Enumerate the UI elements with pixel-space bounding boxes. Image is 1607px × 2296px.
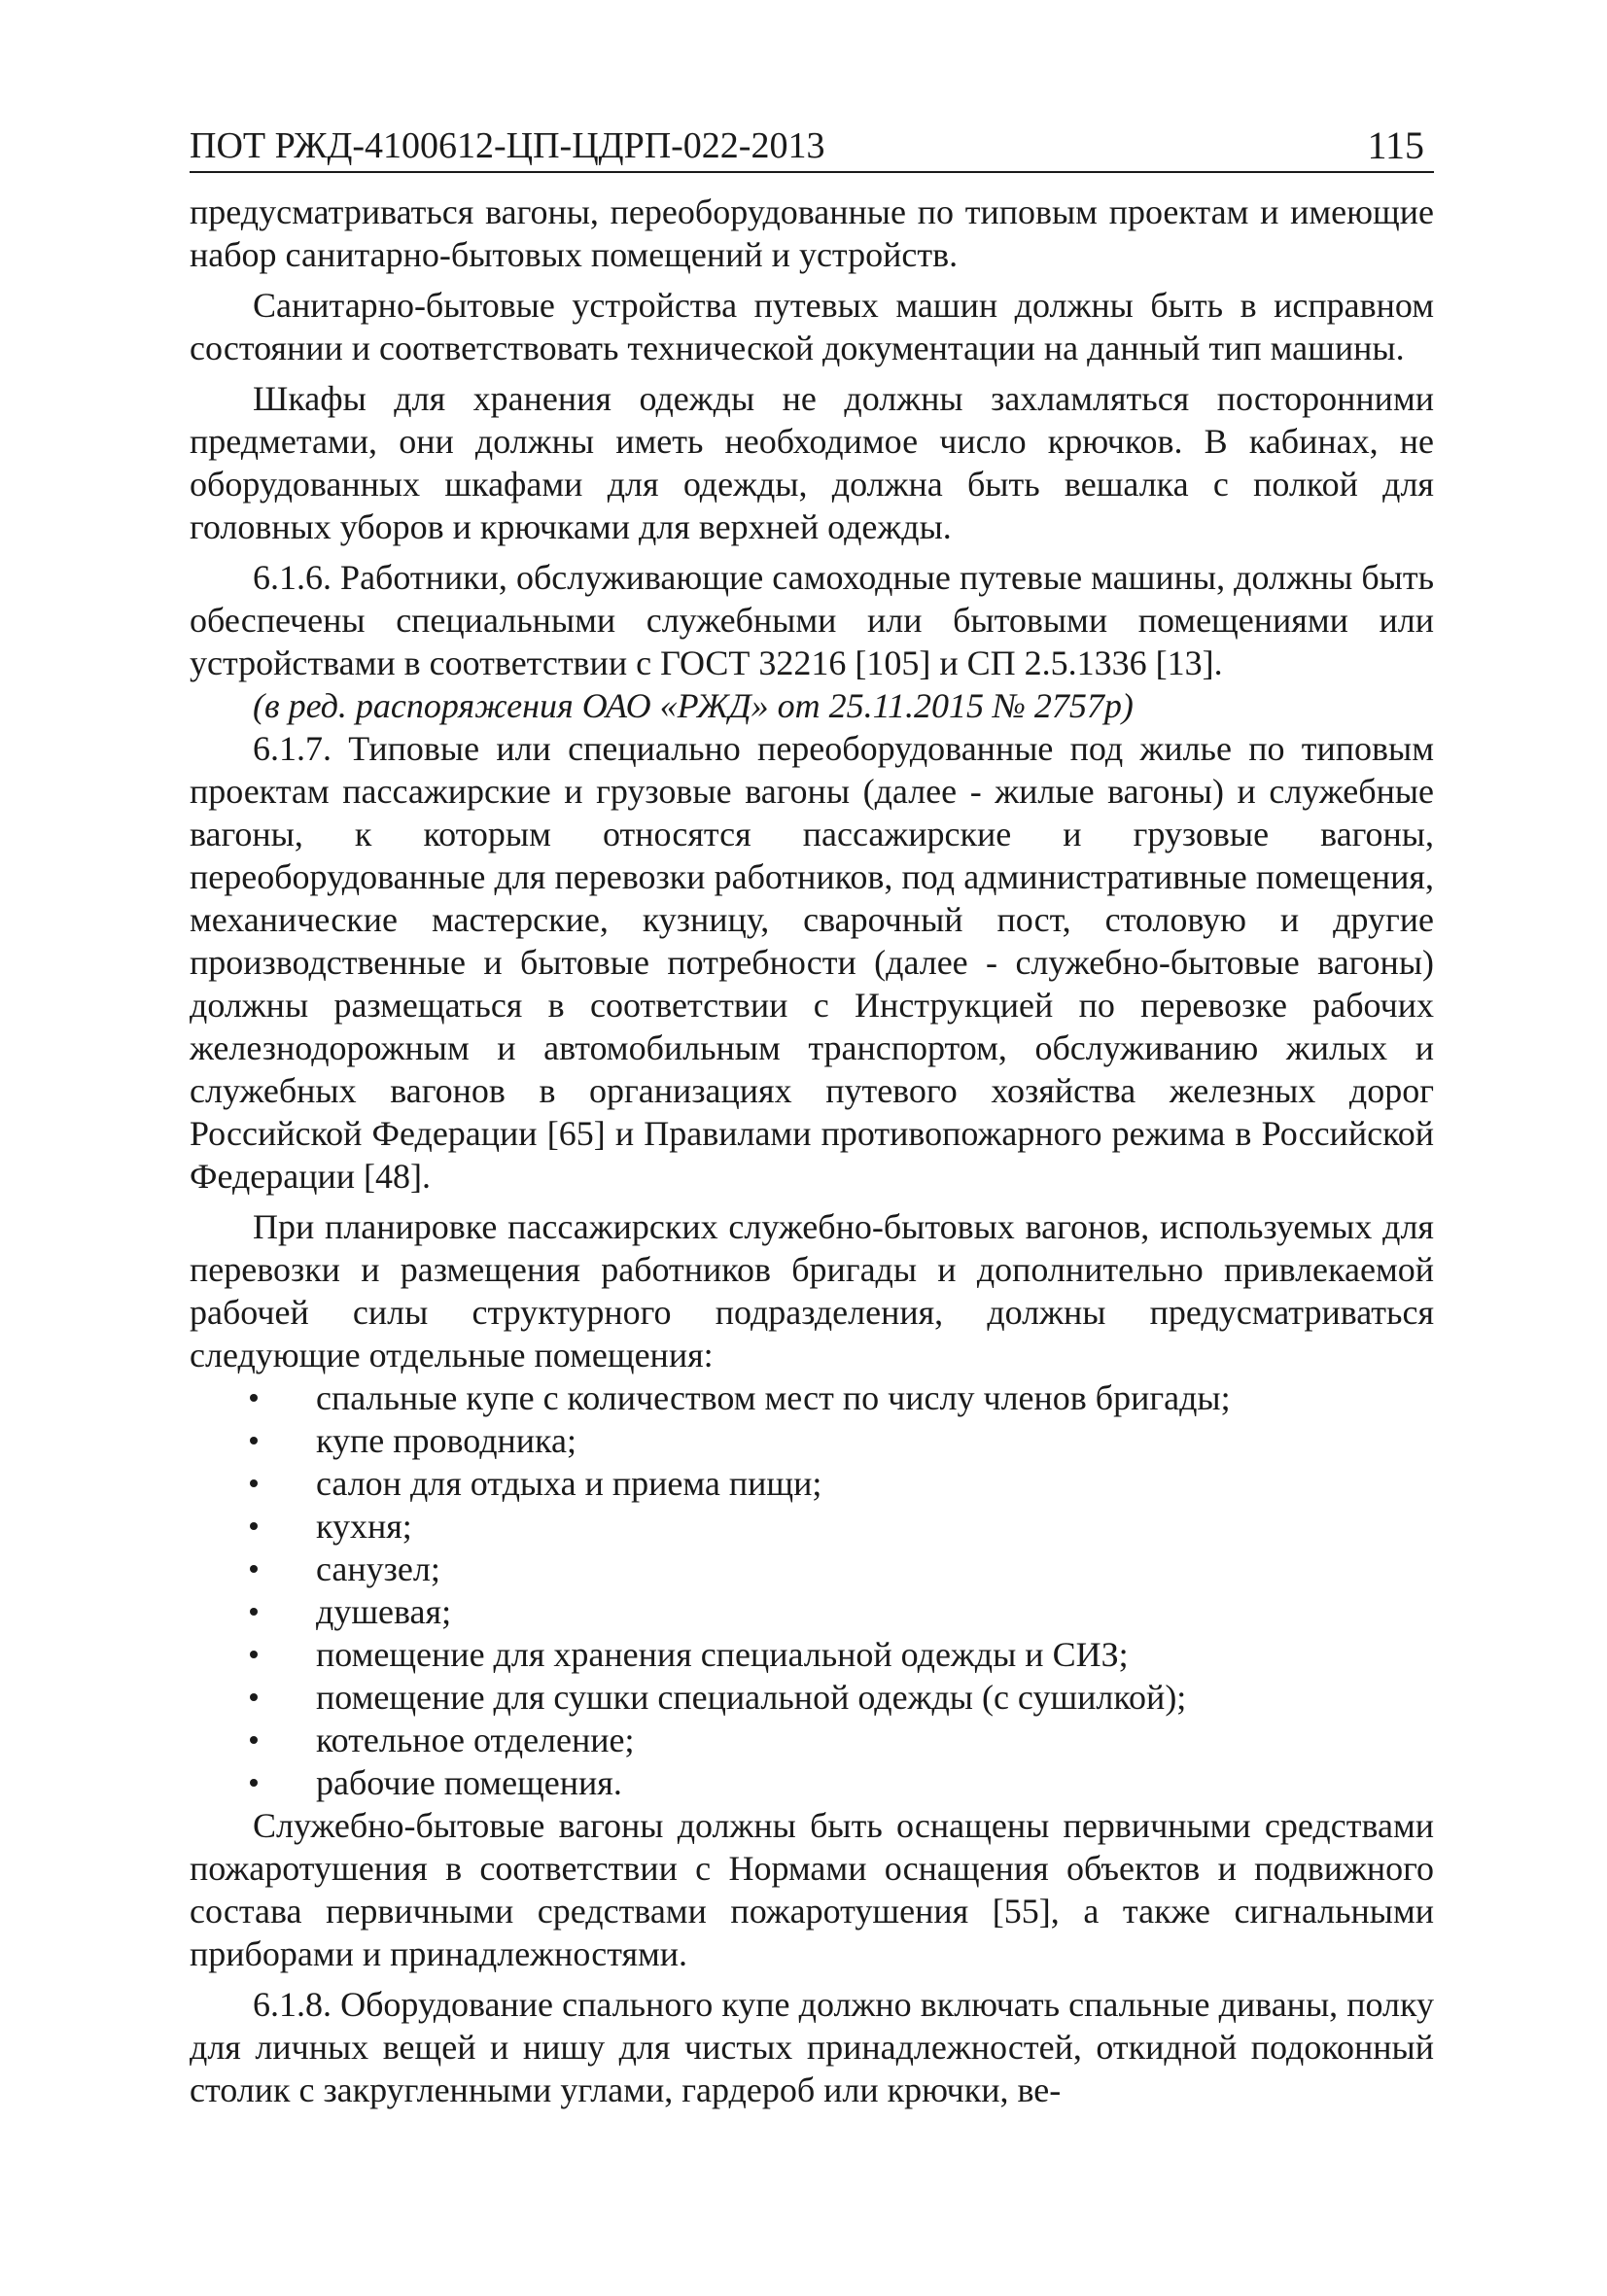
list-item: салон для отдыха и приема пищи;: [190, 1462, 1434, 1505]
page-header: [190, 117, 1434, 173]
paragraph-2: Санитарно-бытовые устройства путевых машин должны быть в исправном состоянии и соответствовать технической документации на данный тип машины.: [190, 286, 1434, 367]
page-body: [190, 191, 1434, 2111]
list-item: душевая;: [190, 1590, 1434, 1633]
paragraph-6-1-7: 6.1.7. Типовые или специально переоборудованные под жилье по типовым проектам пассажирские и грузовые вагоны (далее - жилые вагоны) и служебные вагоны, к которым относятся пассажирские и грузовые вагоны, переоборудованные для перевозки работников, под административные помещения, механические мастерские, кузницу, сварочный пост, столовую и другие производственные и бытовые потребности (далее - служебно-бытовые вагоны) должны размещаться в соответствии с Инструкцией по перевозке рабочих железнодорожным и автомобильным транспортом, обслуживанию жилых и служебных вагонов в организациях путевого хозяйства железных дорог Российской Федерации [65] и Правилами противопожарного режима в Российской Федерации [48].: [190, 729, 1434, 1196]
amendment-note: (в ред. распоряжения ОАО «РЖД» от 25.11.2015 № 2757р): [253, 686, 1134, 725]
paragraph-layout-intro: При планировке пассажирских служебно-бытовых вагонов, используемых для перевозки и размещения работников бригады и дополнительно привлекаемой рабочей силы структурного подразделения, должны предусматриваться следующие отдельные помещения:: [190, 1207, 1434, 1374]
list-item: кухня;: [190, 1505, 1434, 1548]
list-item: рабочие помещения.: [190, 1761, 1434, 1804]
list-item: спальные купе с количеством мест по числу членов бригады;: [190, 1376, 1434, 1419]
paragraph-fire-equipment: Служебно-бытовые вагоны должны быть оснащены первичными средствами пожаротушения в соответствии с Нормами оснащения объектов и подвижного состава первичными средствами пожаротушения [55], а также сигнальными приборами и принадлежностями.: [190, 1806, 1434, 1973]
page-number: 115: [1367, 123, 1424, 167]
list-item: помещение для сушки специальной одежды (с сушилкой);: [190, 1676, 1434, 1719]
document-code: ПОТ РЖД-4100612-ЦП-ЦДРП-022-2013: [190, 125, 825, 166]
paragraph-1: предусматриваться вагоны, переоборудованные по типовым проектам и имеющие набор санитарно-бытовых помещений и устройств.: [190, 192, 1434, 274]
paragraph-6-1-8: 6.1.8. Оборудование спального купе должно включать спальные диваны, полку для личных вещей и нишу для чистых принадлежностей, откидной подоконный столик с закругленными углами, гардероб или крючки, ве-: [190, 1985, 1434, 2109]
list-item: санузел;: [190, 1548, 1434, 1590]
document-page: [190, 117, 1434, 2111]
list-item: купе проводника;: [190, 1419, 1434, 1462]
list-item: котельное отделение;: [190, 1719, 1434, 1761]
paragraph-6-1-6: 6.1.6. Работники, обслуживающие самоходные путевые машины, должны быть обеспечены специальными служебными или бытовыми помещениями или устройствами в соответствии с ГОСТ 32216 [105] и СП 2.5.1336 [13].: [190, 558, 1434, 682]
paragraph-3: Шкафы для хранения одежды не должны захламляться посторонними предметами, они должны иметь необходимое число крючков. В кабинах, не оборудованных шкафами для одежды, должна быть вешалка с полкой для головных уборов и крючками для верхней одежды.: [190, 379, 1434, 546]
list-item: помещение для хранения специальной одежды и СИЗ;: [190, 1633, 1434, 1676]
premises-list: [190, 1376, 1434, 1804]
